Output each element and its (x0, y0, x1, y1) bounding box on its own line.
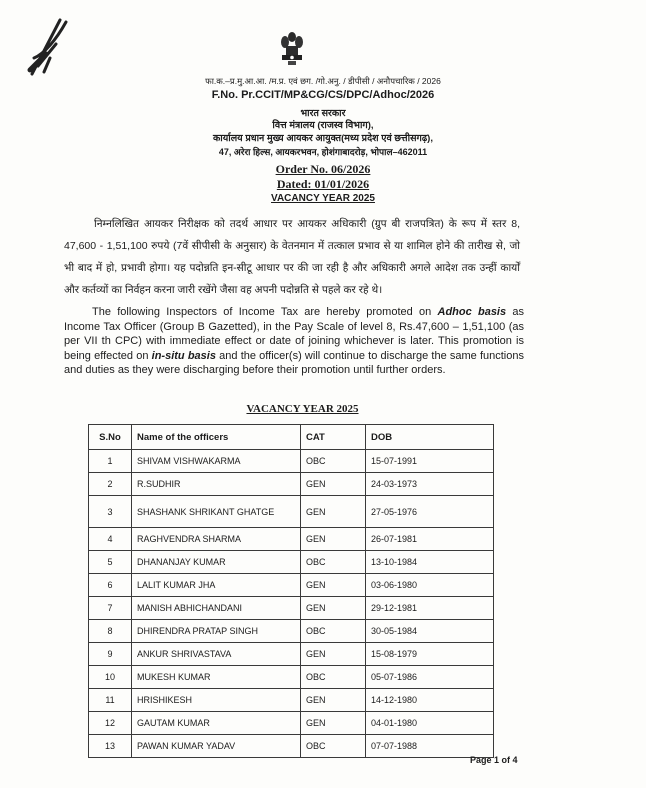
cell-dob: 15-08-1979 (366, 643, 494, 666)
insitu-basis-emphasis: in-situ basis (151, 349, 216, 362)
cell-sno: 4 (89, 528, 132, 551)
cell-cat: GEN (301, 574, 366, 597)
cell-cat: GEN (301, 473, 366, 496)
national-emblem-icon (278, 28, 306, 68)
cell-dob: 03-06-1980 (366, 574, 494, 597)
cell-sno: 13 (89, 735, 132, 758)
order-paragraph-hindi: निम्नलिखित आयकर निरीक्षक को तदर्थ आधार पर आयकर अधिकारी (ग्रुप बी राजपत्रित) के रूप में स्तर 8, 47,600 - 1,51,100 रुपये (7वें सीपीसी के अनुसार) के वेतनमान में तत्काल प्रभाव से या शामिल होने की तारीख से, जो भी बाद में हो, प्रभावी होगा। यह पदोन्नति इन-सीटू आधार पर की जा रही है और अधिकारी अगले आदेश तक उन्हीं कार्यों और कर्तव्यों का निर्वहन करना जारी रखेंगे जैसा वह अपनी पदोन्नति से पहले कर रहे थे। (64, 218, 520, 296)
cell-name: HRISHIKESH (132, 689, 301, 712)
cell-dob: 05-07-1986 (366, 666, 494, 689)
cell-sno: 8 (89, 620, 132, 643)
cell-cat: OBC (301, 450, 366, 473)
vacancy-year-title: VACANCY YEAR 2025 (271, 193, 375, 204)
table-row (89, 666, 494, 689)
cell-name: MANISH ABHICHANDANI (132, 597, 301, 620)
table-row (89, 597, 494, 620)
cell-cat: GEN (301, 643, 366, 666)
cell-dob: 26-07-1981 (366, 528, 494, 551)
cell-name: GAUTAM KUMAR (132, 712, 301, 735)
table-row (89, 643, 494, 666)
col-header-cat: CAT (301, 425, 366, 450)
cell-name: RAGHVENDRA SHARMA (132, 528, 301, 551)
cell-cat: GEN (301, 496, 366, 528)
cell-sno: 1 (89, 450, 132, 473)
office-name-hindi: कार्यालय प्रधान मुख्य आयकर आयुक्त(मध्य प्रदेश एवं छत्तीसगढ़), (213, 133, 433, 144)
cell-name: PAWAN KUMAR YADAV (132, 735, 301, 758)
cell-cat: OBC (301, 620, 366, 643)
cell-dob: 30-05-1984 (366, 620, 494, 643)
adhoc-basis-emphasis: Adhoc basis (437, 306, 507, 318)
cell-name: DHIRENDRA PRATAP SINGH (132, 620, 301, 643)
cell-cat: OBC (301, 735, 366, 758)
table-row (89, 450, 494, 473)
signature-mark (26, 14, 70, 78)
table-row (89, 689, 494, 712)
cell-sno: 5 (89, 551, 132, 574)
cell-cat: OBC (301, 666, 366, 689)
govt-of-india-hindi: भारत सरकार (300, 108, 346, 119)
cell-dob: 13-10-1984 (366, 551, 494, 574)
cell-sno: 2 (89, 473, 132, 496)
order-number: Order No. 06/2026 (275, 162, 371, 176)
file-number: F.No. Pr.CCIT/MP&CG/CS/DPC/Adhoc/2026 (211, 89, 435, 101)
cell-name: SHIVAM VISHWAKARMA (132, 450, 301, 473)
office-address-hindi: 47, अरेरा हिल्स, आयकरभवन, होशंगाबादरोड़, भोपाल–462011 (218, 147, 428, 157)
cell-sno: 6 (89, 574, 132, 597)
table-row (89, 496, 494, 528)
cell-dob: 14-12-1980 (366, 689, 494, 712)
para-en-part-1: The following Inspectors of Income Tax are hereby promoted on (92, 306, 438, 318)
cell-cat: GEN (301, 712, 366, 735)
cell-sno: 3 (89, 496, 132, 528)
cell-dob: 15-07-1991 (366, 450, 494, 473)
col-header-name: Name of the officers (132, 425, 301, 450)
cell-name: ANKUR SHRIVASTAVA (132, 643, 301, 666)
col-header-dob: DOB (366, 425, 494, 450)
order-date: Dated: 01/01/2026 (276, 177, 370, 191)
cell-name: R.SUDHIR (132, 473, 301, 496)
para-en-part-3: and the officer(s) will continue to discharge the same functions and duties as they were discharging before their promotion until further orders. (64, 349, 524, 377)
hindi-file-reference: फा.क.–प्र.मु.आ.आ. /म.प्र. एवं छग. /गो.अनु. / डीपीसी / अनौपचारिक / 2026 (205, 76, 441, 86)
table-row (89, 473, 494, 496)
cell-cat: GEN (301, 528, 366, 551)
table-row (89, 551, 494, 574)
table-row (89, 620, 494, 643)
cell-name: LALIT KUMAR JHA (132, 574, 301, 597)
officers-table (88, 424, 494, 758)
col-header-sno: S.No (89, 425, 132, 450)
cell-sno: 7 (89, 597, 132, 620)
para-en-part-2: as Income Tax Officer (Group B Gazetted), in the Pay Scale of level 8, Rs.47,600 – 1,51,100 (as per VII th CPC) with immediate effect or date of joining whichever is later. This promotion is being effected on (64, 306, 524, 362)
table-row (89, 735, 494, 758)
cell-cat: GEN (301, 689, 366, 712)
cell-cat: OBC (301, 551, 366, 574)
cell-dob: 07-07-1988 (366, 735, 494, 758)
cell-dob: 24-03-1973 (366, 473, 494, 496)
table-header-row (89, 425, 494, 450)
cell-name: DHANANJAY KUMAR (132, 551, 301, 574)
cell-cat: GEN (301, 597, 366, 620)
cell-name: MUKESH KUMAR (132, 666, 301, 689)
page-number: Page 1 of 4 (470, 755, 518, 765)
cell-dob: 29-12-1981 (366, 597, 494, 620)
table-row (89, 574, 494, 597)
cell-sno: 10 (89, 666, 132, 689)
cell-sno: 9 (89, 643, 132, 666)
cell-dob: 04-01-1980 (366, 712, 494, 735)
order-paragraph-english (64, 305, 524, 378)
table-row (89, 712, 494, 735)
cell-name: SHASHANK SHRIKANT GHATGE (132, 496, 301, 528)
cell-sno: 12 (89, 712, 132, 735)
cell-dob: 27-05-1976 (366, 496, 494, 528)
ministry-name-hindi: वित्त मंत्रालय (राजस्व विभाग), (272, 120, 374, 131)
cell-sno: 11 (89, 689, 132, 712)
table-row (89, 528, 494, 551)
table-heading: VACANCY YEAR 2025 (246, 403, 359, 415)
